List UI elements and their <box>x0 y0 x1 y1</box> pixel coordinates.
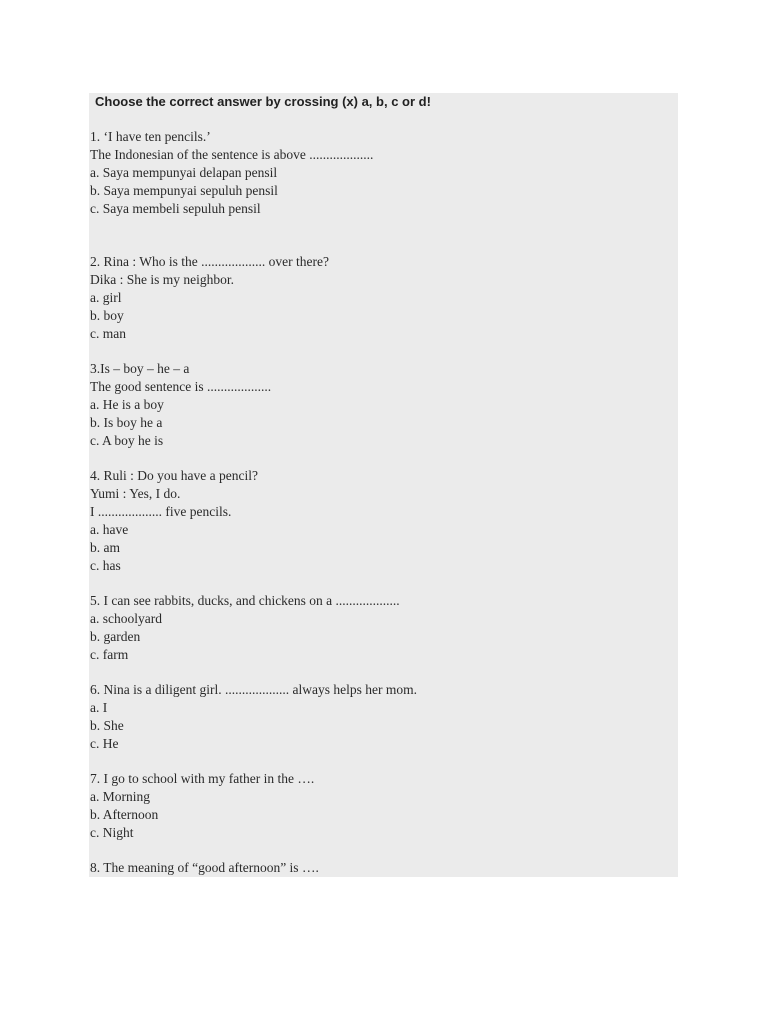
option-c: c. has <box>90 558 121 573</box>
spacer <box>90 450 670 467</box>
option-a: a. Morning <box>90 789 150 804</box>
option-b: b. Saya mempunyai sepuluh pensil <box>90 183 278 198</box>
question-dialog: Yumi : Yes, I do. <box>90 486 181 501</box>
option-a: a. girl <box>90 290 122 305</box>
option-c: c. man <box>90 326 126 341</box>
option-b: b. boy <box>90 308 124 323</box>
question-text: 8. The meaning of “good afternoon” is …. <box>90 860 319 875</box>
option-a: a. schoolyard <box>90 611 162 626</box>
option-a: a. Saya mempunyai delapan pensil <box>90 165 278 180</box>
question-text: 4. Ruli : Do you have a pencil? <box>90 468 258 483</box>
spacer <box>90 575 670 592</box>
option-c: c. Night <box>90 825 134 840</box>
question-2 <box>90 253 670 343</box>
question-prompt: The good sentence is ................... <box>90 379 272 394</box>
question-7 <box>90 770 670 842</box>
question-text: 5. I can see rabbits, ducks, and chickens on a ................... <box>90 593 400 608</box>
option-a: a. He is a boy <box>90 397 164 412</box>
option-c: c. Saya membeli sepuluh pensil <box>90 201 261 216</box>
question-text: 2. Rina : Who is the ................... over there? <box>90 254 329 269</box>
spacer <box>90 218 670 253</box>
question-text: 3.Is – boy – he – a <box>90 361 190 376</box>
question-4 <box>90 467 670 575</box>
question-text: 7. I go to school with my father in the …. <box>90 771 315 786</box>
option-c: c. He <box>90 736 119 751</box>
spacer <box>90 343 670 360</box>
instruction-heading: Choose the correct answer by crossing (x) a, b, c or d! <box>95 94 431 109</box>
question-1 <box>90 128 670 218</box>
option-b: b. Is boy he a <box>90 415 163 430</box>
option-a: a. I <box>90 700 108 715</box>
option-b: b. She <box>90 718 124 733</box>
option-a: a. have <box>90 522 129 537</box>
option-c: c. A boy he is <box>90 433 164 448</box>
question-dialog: Dika : She is my neighbor. <box>90 272 234 287</box>
spacer <box>90 753 670 770</box>
worksheet-panel <box>89 93 678 877</box>
option-c: c. farm <box>90 647 129 662</box>
question-6 <box>90 681 670 753</box>
question-8 <box>90 859 670 877</box>
question-text: 6. Nina is a diligent girl. ................... always helps her mom. <box>90 682 417 697</box>
spacer <box>90 664 670 681</box>
question-prompt: I ................... five pencils. <box>90 504 232 519</box>
question-text: 1. ‘I have ten pencils.’ <box>90 129 211 144</box>
question-list <box>90 128 670 877</box>
option-b: b. am <box>90 540 120 555</box>
question-5 <box>90 592 670 664</box>
spacer <box>90 842 670 859</box>
question-3 <box>90 360 670 450</box>
option-b: b. Afternoon <box>90 807 159 822</box>
question-prompt: The Indonesian of the sentence is above ................... <box>90 147 374 162</box>
option-b: b. garden <box>90 629 141 644</box>
